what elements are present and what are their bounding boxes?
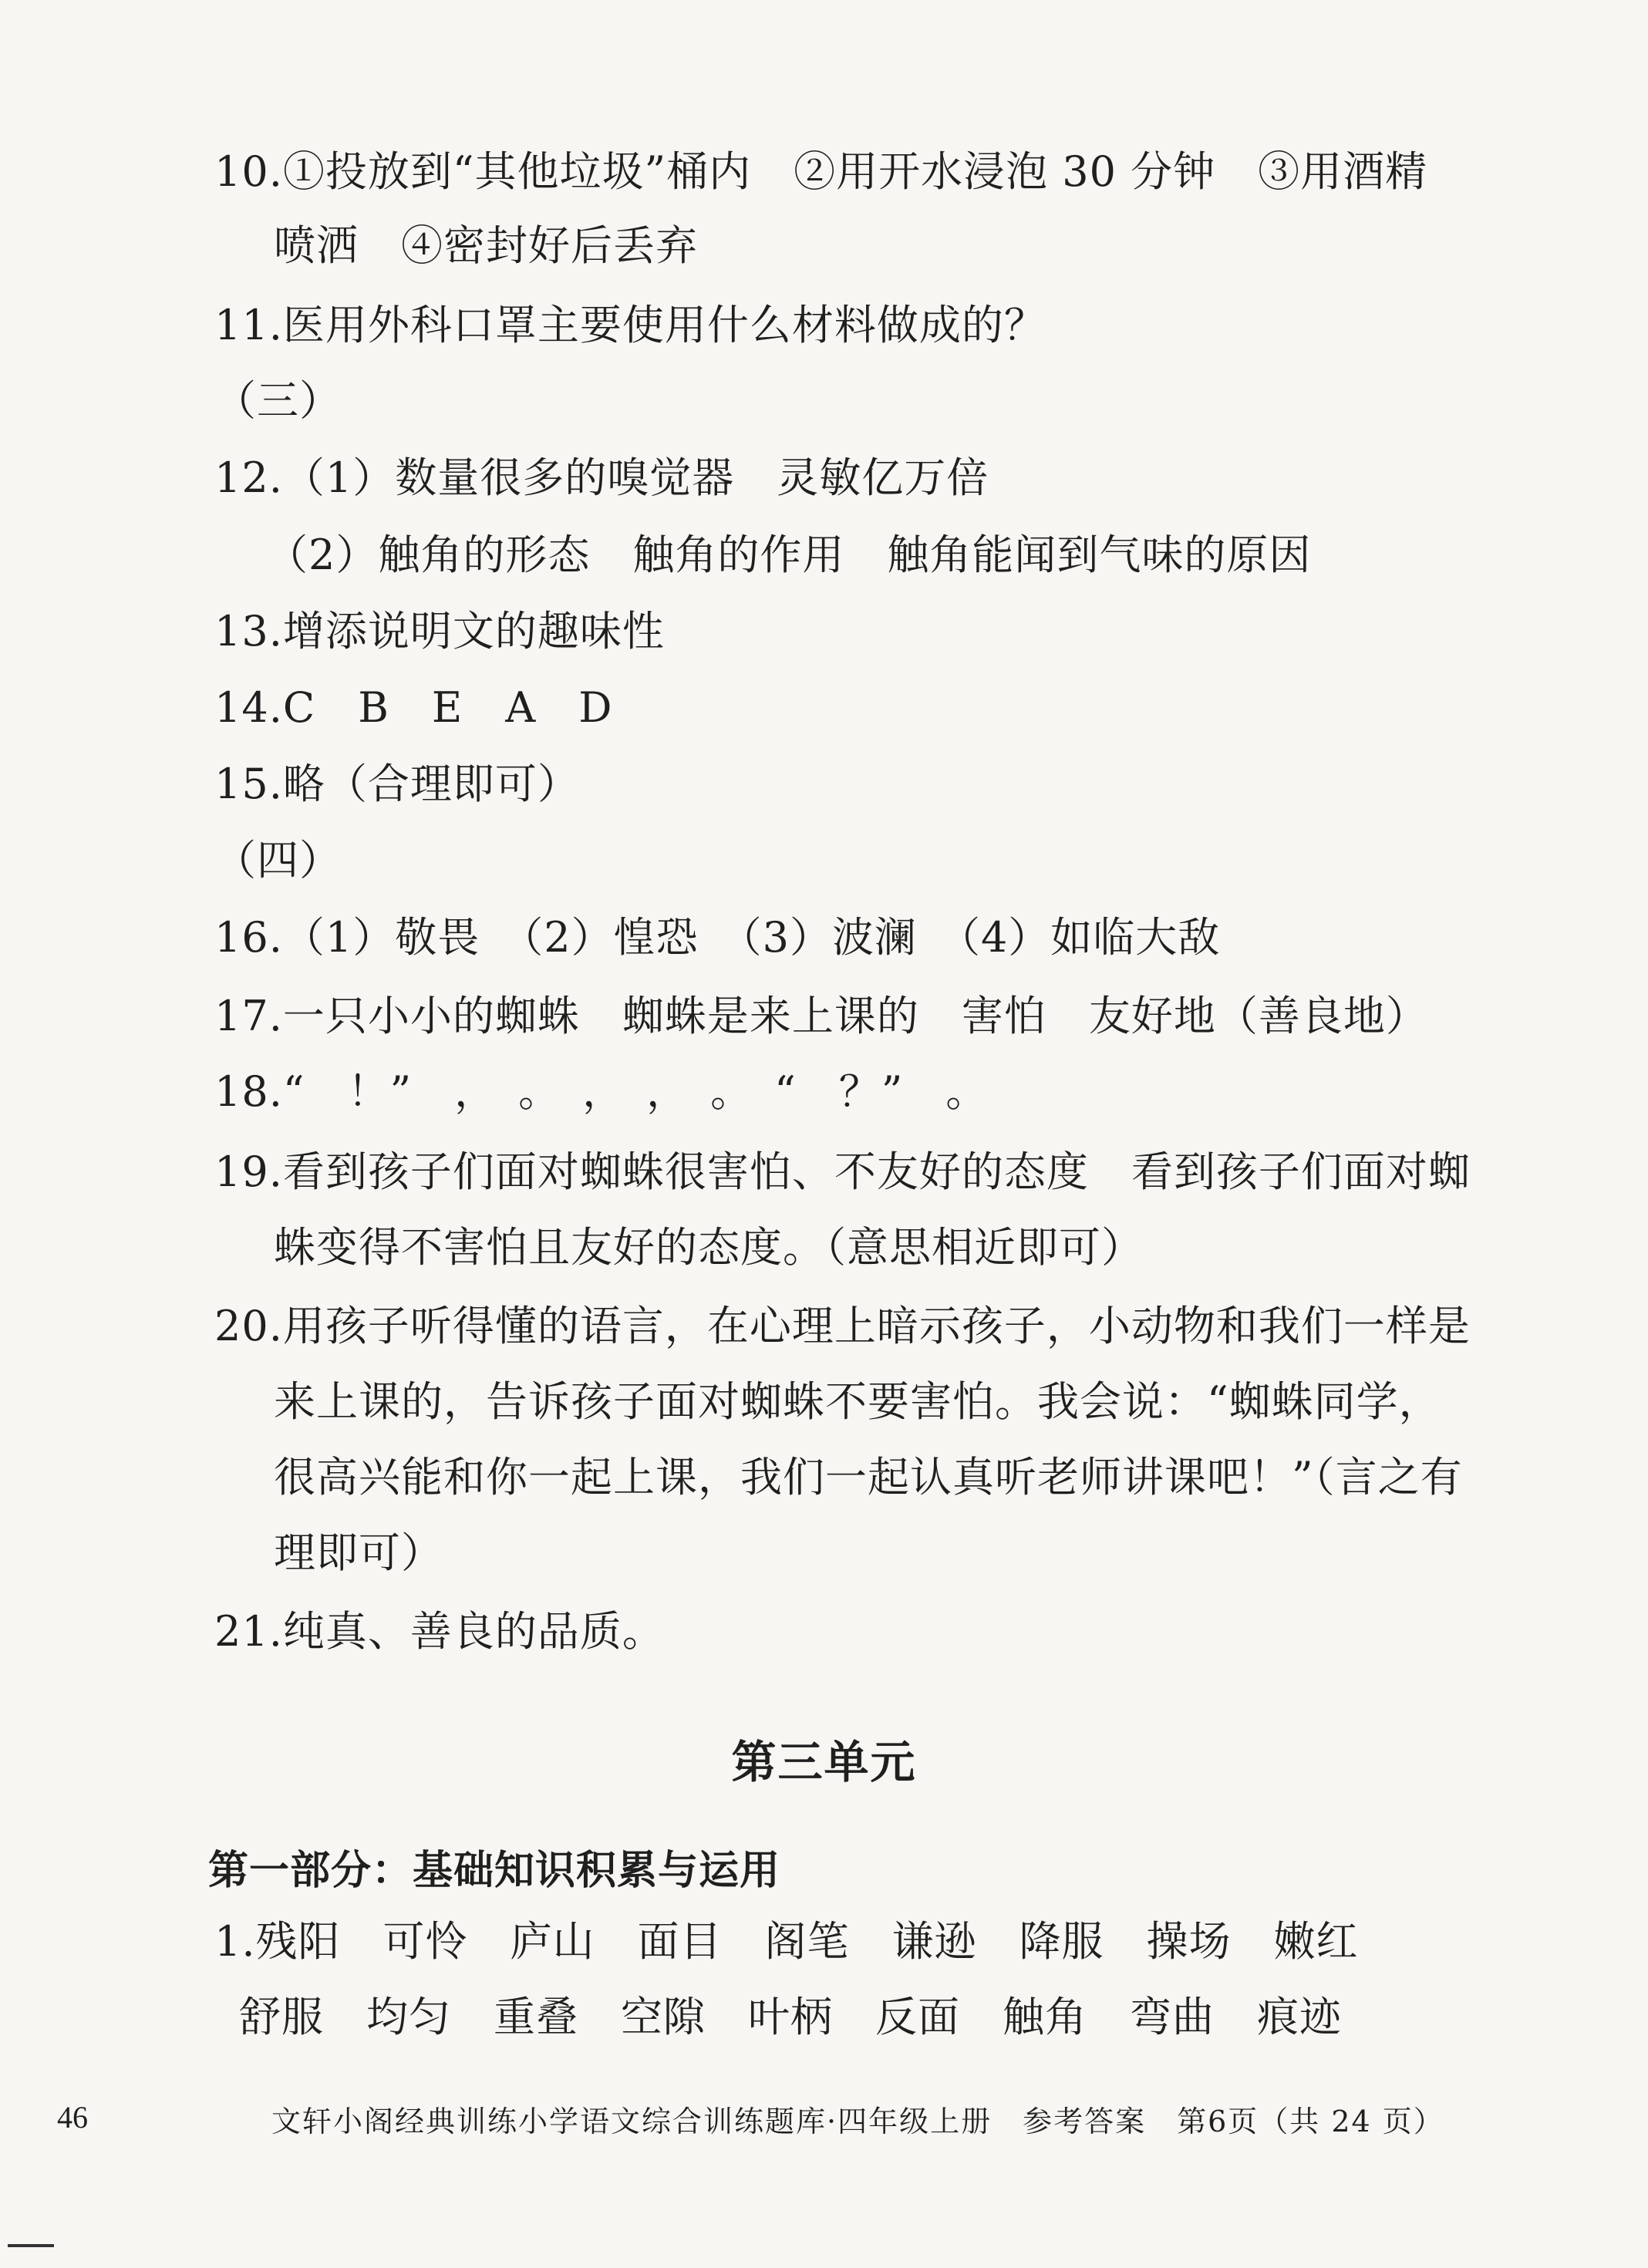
corner-mark	[8, 2244, 54, 2247]
answer-14: 14.C B E A D	[214, 683, 613, 732]
answer-20-line-2: 来上课的，告诉孩子面对蜘蛛不要害怕。我会说：“蜘蛛同学，	[274, 1377, 1441, 1426]
section-four-heading: （四）	[214, 836, 342, 885]
answer-16: 16.（1）敬畏 （2）惶恐 （3）波澜 （4）如临大敌	[214, 913, 1221, 962]
vocab-line-2: 舒服 均匀 重叠 空隙 叶柄 反面 触角 弯曲 痕迹	[239, 1993, 1342, 2041]
answer-19-line-1: 19.看到孩子们面对蜘蛛很害怕、不友好的态度 看到孩子们面对蜘	[214, 1147, 1471, 1196]
answer-11: 11.医用外科口罩主要使用什么材料做成的？	[214, 301, 1046, 349]
answer-21: 21.纯真、善良的品质。	[214, 1607, 665, 1656]
answer-10-line-2: 喷洒 ④密封好后丢弃	[274, 221, 698, 270]
answer-20-line-1: 20.用孩子听得懂的语言，在心理上暗示孩子，小动物和我们一样是	[214, 1302, 1471, 1350]
answer-20-line-4: 理即可）	[274, 1528, 443, 1577]
answer-13: 13.增添说明文的趣味性	[214, 607, 665, 655]
answer-15: 15.略（合理即可）	[214, 760, 580, 808]
answer-19-line-2: 蛛变得不害怕且友好的态度。（意思相近即可）	[274, 1223, 1144, 1272]
footer-text: 文轩小阁经典训练小学语文综合训练题库·四年级上册 参考答案 第6页（共 24 页）	[271, 2105, 1444, 2138]
section-three-heading: （三）	[214, 376, 342, 425]
answer-10-line-1: 10.①投放到“其他垃圾”桶内 ②用开水浸泡 30 分钟 ③用酒精	[214, 147, 1428, 196]
answer-20-line-3: 很高兴能和你一起上课，我们一起认真听老师讲课吧！”（言之有	[274, 1453, 1463, 1501]
answer-18: 18.“ ！” ， 。 ， ， 。 “ ？” 。	[214, 1067, 989, 1116]
page-number: 46	[57, 2100, 88, 2135]
answer-17: 17.一只小小的蜘蛛 蜘蛛是来上课的 害怕 友好地（善良地）	[214, 992, 1428, 1040]
unit-title: 第三单元	[731, 1736, 917, 1788]
section-title: 第一部分：基础知识积累与运用	[208, 1848, 781, 1894]
vocab-line-1: 1.残阳 可怜 庐山 面目 阁笔 谦逊 降服 操场 嫩红	[214, 1917, 1359, 1966]
answer-12-line-2: （2）触角的形态 触角的作用 触角能闻到气味的原因	[266, 531, 1312, 579]
answer-12-line-1: 12.（1）数量很多的嗅觉器 灵敏亿万倍	[214, 453, 989, 502]
